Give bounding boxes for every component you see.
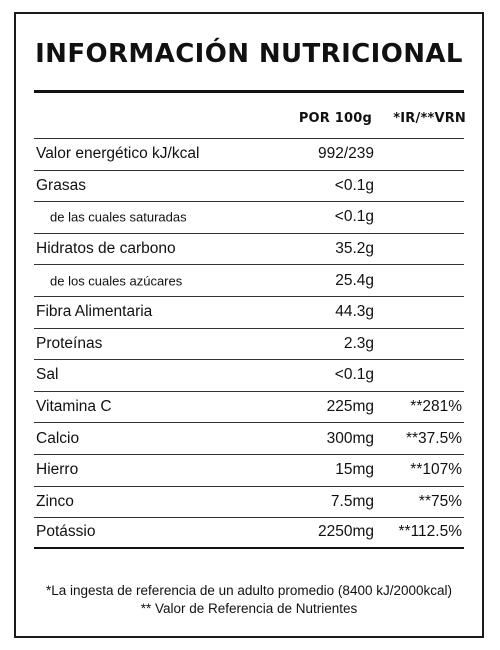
title-divider (34, 90, 464, 93)
nutrient-name: Sal (36, 366, 59, 384)
nutrient-name: Proteínas (36, 334, 103, 352)
nutrient-value-per-100g: 992/239 (317, 145, 374, 163)
table-row (34, 422, 464, 454)
table-row (34, 328, 464, 360)
table-row (34, 264, 464, 296)
nutrient-sub-name: de los cuales azúcares (50, 273, 183, 289)
nutrient-value-per-100g: 2250mg (317, 523, 374, 541)
nutrition-panel (14, 12, 484, 638)
nutrient-name: Fibra Alimentaria (36, 303, 153, 321)
nutrient-reference-percent: **281% (410, 398, 462, 416)
footnote-nrv: ** Valor de Referencia de Nutrientes (140, 601, 358, 616)
nutrient-reference-percent: **107% (410, 461, 462, 479)
column-header-ir-vrn: *IR/**VRN (393, 111, 466, 126)
nutrient-value-per-100g: 2.3g (343, 334, 374, 352)
column-header-per-100g: POR 100g (298, 111, 372, 126)
nutrient-value-per-100g: 15mg (335, 461, 374, 479)
nutrient-name: Valor energético kJ/kcal (36, 145, 200, 163)
table-row (34, 486, 464, 518)
table-row (34, 170, 464, 202)
table-row (34, 296, 464, 328)
nutrient-value-per-100g: 7.5mg (330, 492, 374, 510)
nutrient-sub-name: de las cuales saturadas (50, 209, 187, 225)
nutrient-value-per-100g: <0.1g (334, 208, 374, 226)
nutrient-value-per-100g: 225mg (326, 398, 374, 416)
nutrient-name: Hierro (36, 461, 79, 479)
table-row (34, 359, 464, 391)
nutrient-reference-percent: **75% (418, 492, 462, 510)
nutrient-name: Zinco (36, 492, 74, 510)
table-row (34, 391, 464, 423)
nutrient-name: Vitamina C (36, 398, 112, 416)
nutrient-value-per-100g: 25.4g (335, 271, 374, 289)
nutrient-value-per-100g: <0.1g (334, 176, 374, 194)
table-row (34, 517, 464, 549)
nutrient-reference-percent: **112.5% (398, 523, 462, 541)
table-row (34, 233, 464, 265)
table-row (34, 201, 464, 233)
nutrient-value-per-100g: 44.3g (335, 303, 374, 321)
nutrient-name: Grasas (36, 176, 86, 194)
nutrition-table (34, 138, 464, 549)
nutrient-name: Hidratos de carbono (36, 240, 176, 258)
nutrient-value-per-100g: <0.1g (334, 366, 374, 384)
table-row (34, 454, 464, 486)
nutrient-value-per-100g: 300mg (326, 429, 374, 447)
panel-title: INFORMACIÓN NUTRICIONAL (35, 39, 463, 69)
footnotes (16, 582, 482, 618)
nutrient-value-per-100g: 35.2g (335, 240, 374, 258)
footnote-reference-intake: *La ingesta de referencia de un adulto promedio (8400 kJ/2000kcal) (45, 583, 452, 598)
nutrient-reference-percent: **37.5% (405, 429, 462, 447)
table-row (34, 138, 464, 170)
nutrient-name: Calcio (36, 429, 80, 447)
nutrient-name: Potássio (36, 523, 96, 541)
